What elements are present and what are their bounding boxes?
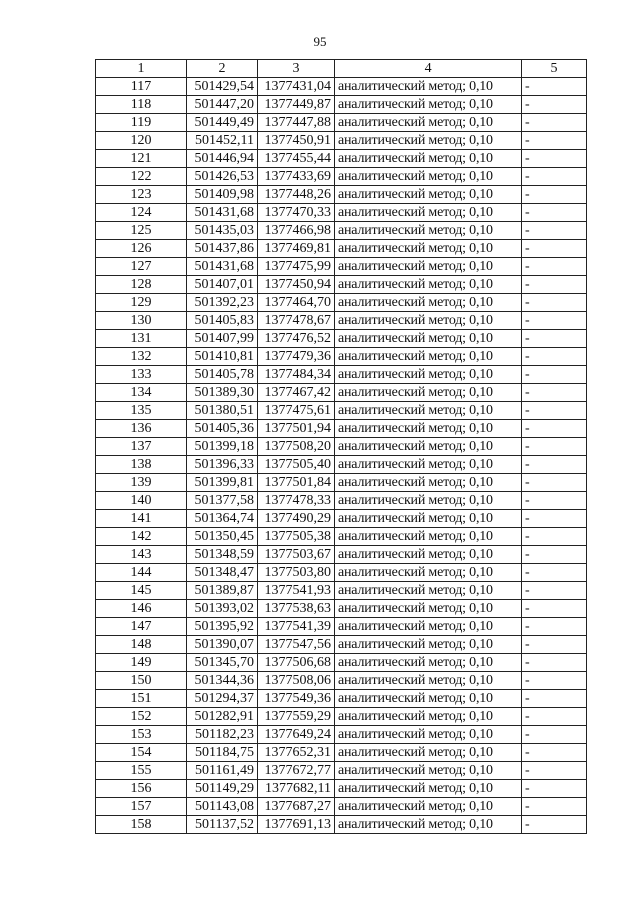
x-coordinate-cell: 501143,08 [187, 798, 258, 816]
table-row [96, 672, 587, 690]
point-number-cell: 138 [96, 456, 187, 474]
method-accuracy-cell: аналитический метод; 0,10 [335, 402, 522, 420]
note-cell: - [522, 114, 587, 132]
point-number-cell: 150 [96, 672, 187, 690]
header-col-5: 5 [522, 60, 587, 78]
note-cell: - [522, 474, 587, 492]
x-coordinate-cell: 501435,03 [187, 222, 258, 240]
note-cell: - [522, 582, 587, 600]
point-number-cell: 146 [96, 600, 187, 618]
point-number-cell: 124 [96, 204, 187, 222]
method-accuracy-cell: аналитический метод; 0,10 [335, 582, 522, 600]
y-coordinate-cell: 1377505,40 [258, 456, 335, 474]
note-cell: - [522, 672, 587, 690]
table-row [96, 762, 587, 780]
method-accuracy-cell: аналитический метод; 0,10 [335, 132, 522, 150]
x-coordinate-cell: 501137,52 [187, 816, 258, 834]
method-accuracy-cell: аналитический метод; 0,10 [335, 672, 522, 690]
table-row [96, 582, 587, 600]
point-number-cell: 136 [96, 420, 187, 438]
point-number-cell: 133 [96, 366, 187, 384]
x-coordinate-cell: 501410,81 [187, 348, 258, 366]
point-number-cell: 157 [96, 798, 187, 816]
method-accuracy-cell: аналитический метод; 0,10 [335, 186, 522, 204]
note-cell: - [522, 528, 587, 546]
y-coordinate-cell: 1377547,56 [258, 636, 335, 654]
method-accuracy-cell: аналитический метод; 0,10 [335, 690, 522, 708]
x-coordinate-cell: 501161,49 [187, 762, 258, 780]
table-row [96, 204, 587, 222]
y-coordinate-cell: 1377490,29 [258, 510, 335, 528]
x-coordinate-cell: 501380,51 [187, 402, 258, 420]
x-coordinate-cell: 501449,49 [187, 114, 258, 132]
note-cell: - [522, 132, 587, 150]
method-accuracy-cell: аналитический метод; 0,10 [335, 618, 522, 636]
point-number-cell: 118 [96, 96, 187, 114]
point-number-cell: 120 [96, 132, 187, 150]
note-cell: - [522, 600, 587, 618]
method-accuracy-cell: аналитический метод; 0,10 [335, 168, 522, 186]
note-cell: - [522, 438, 587, 456]
header-col-1: 1 [96, 60, 187, 78]
method-accuracy-cell: аналитический метод; 0,10 [335, 114, 522, 132]
page-number: 95 [313, 34, 327, 49]
x-coordinate-cell: 501392,23 [187, 294, 258, 312]
x-coordinate-cell: 501437,86 [187, 240, 258, 258]
method-accuracy-cell: аналитический метод; 0,10 [335, 636, 522, 654]
method-accuracy-cell: аналитический метод; 0,10 [335, 420, 522, 438]
point-number-cell: 127 [96, 258, 187, 276]
note-cell: - [522, 168, 587, 186]
y-coordinate-cell: 1377466,98 [258, 222, 335, 240]
point-number-cell: 145 [96, 582, 187, 600]
y-coordinate-cell: 1377508,20 [258, 438, 335, 456]
table-row [96, 780, 587, 798]
note-cell: - [522, 618, 587, 636]
y-coordinate-cell: 1377687,27 [258, 798, 335, 816]
method-accuracy-cell: аналитический метод; 0,10 [335, 510, 522, 528]
note-cell: - [522, 348, 587, 366]
table-row [96, 726, 587, 744]
point-number-cell: 155 [96, 762, 187, 780]
y-coordinate-cell: 1377501,94 [258, 420, 335, 438]
x-coordinate-cell: 501348,59 [187, 546, 258, 564]
note-cell: - [522, 366, 587, 384]
point-number-cell: 149 [96, 654, 187, 672]
table-row [96, 564, 587, 582]
x-coordinate-cell: 501149,29 [187, 780, 258, 798]
note-cell: - [522, 762, 587, 780]
table-row [96, 294, 587, 312]
table-row [96, 600, 587, 618]
method-accuracy-cell: аналитический метод; 0,10 [335, 528, 522, 546]
x-coordinate-cell: 501390,07 [187, 636, 258, 654]
table-row [96, 168, 587, 186]
x-coordinate-cell: 501452,11 [187, 132, 258, 150]
point-number-cell: 131 [96, 330, 187, 348]
method-accuracy-cell: аналитический метод; 0,10 [335, 438, 522, 456]
y-coordinate-cell: 1377470,33 [258, 204, 335, 222]
x-coordinate-cell: 501294,37 [187, 690, 258, 708]
x-coordinate-cell: 501350,45 [187, 528, 258, 546]
note-cell: - [522, 816, 587, 834]
note-cell: - [522, 510, 587, 528]
method-accuracy-cell: аналитический метод; 0,10 [335, 366, 522, 384]
note-cell: - [522, 690, 587, 708]
y-coordinate-cell: 1377508,06 [258, 672, 335, 690]
point-number-cell: 147 [96, 618, 187, 636]
method-accuracy-cell: аналитический метод; 0,10 [335, 600, 522, 618]
note-cell: - [522, 222, 587, 240]
note-cell: - [522, 780, 587, 798]
point-number-cell: 143 [96, 546, 187, 564]
note-cell: - [522, 78, 587, 96]
point-number-cell: 126 [96, 240, 187, 258]
y-coordinate-cell: 1377549,36 [258, 690, 335, 708]
x-coordinate-cell: 501364,74 [187, 510, 258, 528]
table-row [96, 510, 587, 528]
method-accuracy-cell: аналитический метод; 0,10 [335, 474, 522, 492]
y-coordinate-cell: 1377503,67 [258, 546, 335, 564]
x-coordinate-cell: 501407,01 [187, 276, 258, 294]
method-accuracy-cell: аналитический метод; 0,10 [335, 276, 522, 294]
x-coordinate-cell: 501446,94 [187, 150, 258, 168]
y-coordinate-cell: 1377449,87 [258, 96, 335, 114]
point-number-cell: 117 [96, 78, 187, 96]
point-number-cell: 156 [96, 780, 187, 798]
x-coordinate-cell: 501405,36 [187, 420, 258, 438]
table-row [96, 816, 587, 834]
y-coordinate-cell: 1377682,11 [258, 780, 335, 798]
point-number-cell: 129 [96, 294, 187, 312]
method-accuracy-cell: аналитический метод; 0,10 [335, 258, 522, 276]
y-coordinate-cell: 1377447,88 [258, 114, 335, 132]
table-row [96, 366, 587, 384]
y-coordinate-cell: 1377672,77 [258, 762, 335, 780]
x-coordinate-cell: 501429,54 [187, 78, 258, 96]
note-cell: - [522, 636, 587, 654]
point-number-cell: 152 [96, 708, 187, 726]
x-coordinate-cell: 501393,02 [187, 600, 258, 618]
table-row [96, 420, 587, 438]
point-number-cell: 128 [96, 276, 187, 294]
y-coordinate-cell: 1377503,80 [258, 564, 335, 582]
y-coordinate-cell: 1377450,94 [258, 276, 335, 294]
method-accuracy-cell: аналитический метод; 0,10 [335, 798, 522, 816]
y-coordinate-cell: 1377431,04 [258, 78, 335, 96]
table-body [96, 78, 587, 834]
method-accuracy-cell: аналитический метод; 0,10 [335, 330, 522, 348]
point-number-cell: 121 [96, 150, 187, 168]
method-accuracy-cell: аналитический метод; 0,10 [335, 78, 522, 96]
x-coordinate-cell: 501399,81 [187, 474, 258, 492]
note-cell: - [522, 546, 587, 564]
x-coordinate-cell: 501399,18 [187, 438, 258, 456]
x-coordinate-cell: 501431,68 [187, 258, 258, 276]
y-coordinate-cell: 1377475,61 [258, 402, 335, 420]
x-coordinate-cell: 501407,99 [187, 330, 258, 348]
x-coordinate-cell: 501184,75 [187, 744, 258, 762]
point-number-cell: 154 [96, 744, 187, 762]
table-row [96, 798, 587, 816]
y-coordinate-cell: 1377538,63 [258, 600, 335, 618]
method-accuracy-cell: аналитический метод; 0,10 [335, 222, 522, 240]
note-cell: - [522, 798, 587, 816]
table-row [96, 186, 587, 204]
note-cell: - [522, 312, 587, 330]
y-coordinate-cell: 1377559,29 [258, 708, 335, 726]
y-coordinate-cell: 1377479,36 [258, 348, 335, 366]
table-row [96, 528, 587, 546]
note-cell: - [522, 564, 587, 582]
x-coordinate-cell: 501431,68 [187, 204, 258, 222]
y-coordinate-cell: 1377464,70 [258, 294, 335, 312]
point-number-cell: 153 [96, 726, 187, 744]
method-accuracy-cell: аналитический метод; 0,10 [335, 312, 522, 330]
x-coordinate-cell: 501348,47 [187, 564, 258, 582]
method-accuracy-cell: аналитический метод; 0,10 [335, 780, 522, 798]
note-cell: - [522, 294, 587, 312]
point-number-cell: 119 [96, 114, 187, 132]
table-row [96, 114, 587, 132]
table-row [96, 348, 587, 366]
header-col-3: 3 [258, 60, 335, 78]
table-header [96, 60, 587, 78]
x-coordinate-cell: 501344,36 [187, 672, 258, 690]
y-coordinate-cell: 1377505,38 [258, 528, 335, 546]
point-number-cell: 125 [96, 222, 187, 240]
y-coordinate-cell: 1377478,33 [258, 492, 335, 510]
point-number-cell: 139 [96, 474, 187, 492]
method-accuracy-cell: аналитический метод; 0,10 [335, 384, 522, 402]
y-coordinate-cell: 1377450,91 [258, 132, 335, 150]
y-coordinate-cell: 1377448,26 [258, 186, 335, 204]
point-number-cell: 132 [96, 348, 187, 366]
note-cell: - [522, 402, 587, 420]
table-row [96, 330, 587, 348]
note-cell: - [522, 258, 587, 276]
table-row [96, 636, 587, 654]
note-cell: - [522, 654, 587, 672]
note-cell: - [522, 96, 587, 114]
note-cell: - [522, 240, 587, 258]
x-coordinate-cell: 501182,23 [187, 726, 258, 744]
note-cell: - [522, 204, 587, 222]
table-row [96, 276, 587, 294]
method-accuracy-cell: аналитический метод; 0,10 [335, 708, 522, 726]
y-coordinate-cell: 1377691,13 [258, 816, 335, 834]
coordinates-table [95, 59, 587, 834]
table-row [96, 546, 587, 564]
y-coordinate-cell: 1377476,52 [258, 330, 335, 348]
table-row [96, 384, 587, 402]
point-number-cell: 123 [96, 186, 187, 204]
method-accuracy-cell: аналитический метод; 0,10 [335, 492, 522, 510]
method-accuracy-cell: аналитический метод; 0,10 [335, 546, 522, 564]
method-accuracy-cell: аналитический метод; 0,10 [335, 816, 522, 834]
note-cell: - [522, 744, 587, 762]
header-col-2: 2 [187, 60, 258, 78]
point-number-cell: 140 [96, 492, 187, 510]
x-coordinate-cell: 501405,83 [187, 312, 258, 330]
table-row [96, 96, 587, 114]
table-row [96, 438, 587, 456]
table-row [96, 258, 587, 276]
note-cell: - [522, 276, 587, 294]
y-coordinate-cell: 1377541,39 [258, 618, 335, 636]
table-row [96, 654, 587, 672]
table-row [96, 240, 587, 258]
note-cell: - [522, 726, 587, 744]
x-coordinate-cell: 501282,91 [187, 708, 258, 726]
point-number-cell: 130 [96, 312, 187, 330]
y-coordinate-cell: 1377649,24 [258, 726, 335, 744]
note-cell: - [522, 420, 587, 438]
y-coordinate-cell: 1377501,84 [258, 474, 335, 492]
x-coordinate-cell: 501377,58 [187, 492, 258, 510]
note-cell: - [522, 330, 587, 348]
method-accuracy-cell: аналитический метод; 0,10 [335, 564, 522, 582]
method-accuracy-cell: аналитический метод; 0,10 [335, 348, 522, 366]
x-coordinate-cell: 501389,87 [187, 582, 258, 600]
table-row [96, 222, 587, 240]
point-number-cell: 158 [96, 816, 187, 834]
note-cell: - [522, 492, 587, 510]
x-coordinate-cell: 501426,53 [187, 168, 258, 186]
point-number-cell: 141 [96, 510, 187, 528]
y-coordinate-cell: 1377469,81 [258, 240, 335, 258]
table-row [96, 690, 587, 708]
table-row [96, 78, 587, 96]
point-number-cell: 148 [96, 636, 187, 654]
y-coordinate-cell: 1377506,68 [258, 654, 335, 672]
x-coordinate-cell: 501389,30 [187, 384, 258, 402]
note-cell: - [522, 150, 587, 168]
method-accuracy-cell: аналитический метод; 0,10 [335, 204, 522, 222]
method-accuracy-cell: аналитический метод; 0,10 [335, 726, 522, 744]
note-cell: - [522, 708, 587, 726]
x-coordinate-cell: 501405,78 [187, 366, 258, 384]
table-row [96, 708, 587, 726]
method-accuracy-cell: аналитический метод; 0,10 [335, 762, 522, 780]
point-number-cell: 122 [96, 168, 187, 186]
table-row [96, 402, 587, 420]
note-cell: - [522, 384, 587, 402]
x-coordinate-cell: 501396,33 [187, 456, 258, 474]
method-accuracy-cell: аналитический метод; 0,10 [335, 744, 522, 762]
method-accuracy-cell: аналитический метод; 0,10 [335, 150, 522, 168]
x-coordinate-cell: 501395,92 [187, 618, 258, 636]
point-number-cell: 134 [96, 384, 187, 402]
point-number-cell: 135 [96, 402, 187, 420]
note-cell: - [522, 186, 587, 204]
y-coordinate-cell: 1377478,67 [258, 312, 335, 330]
y-coordinate-cell: 1377541,93 [258, 582, 335, 600]
table-row [96, 492, 587, 510]
y-coordinate-cell: 1377455,44 [258, 150, 335, 168]
table-row [96, 744, 587, 762]
point-number-cell: 144 [96, 564, 187, 582]
header-col-4: 4 [335, 60, 522, 78]
y-coordinate-cell: 1377475,99 [258, 258, 335, 276]
table-row [96, 474, 587, 492]
x-coordinate-cell: 501409,98 [187, 186, 258, 204]
method-accuracy-cell: аналитический метод; 0,10 [335, 456, 522, 474]
table-row [96, 150, 587, 168]
header-row [96, 60, 587, 78]
table-row [96, 618, 587, 636]
y-coordinate-cell: 1377484,34 [258, 366, 335, 384]
x-coordinate-cell: 501447,20 [187, 96, 258, 114]
point-number-cell: 142 [96, 528, 187, 546]
y-coordinate-cell: 1377652,31 [258, 744, 335, 762]
table-row [96, 456, 587, 474]
method-accuracy-cell: аналитический метод; 0,10 [335, 240, 522, 258]
table-row [96, 132, 587, 150]
y-coordinate-cell: 1377433,69 [258, 168, 335, 186]
note-cell: - [522, 456, 587, 474]
method-accuracy-cell: аналитический метод; 0,10 [335, 654, 522, 672]
y-coordinate-cell: 1377467,42 [258, 384, 335, 402]
x-coordinate-cell: 501345,70 [187, 654, 258, 672]
method-accuracy-cell: аналитический метод; 0,10 [335, 96, 522, 114]
point-number-cell: 137 [96, 438, 187, 456]
table-row [96, 312, 587, 330]
method-accuracy-cell: аналитический метод; 0,10 [335, 294, 522, 312]
point-number-cell: 151 [96, 690, 187, 708]
